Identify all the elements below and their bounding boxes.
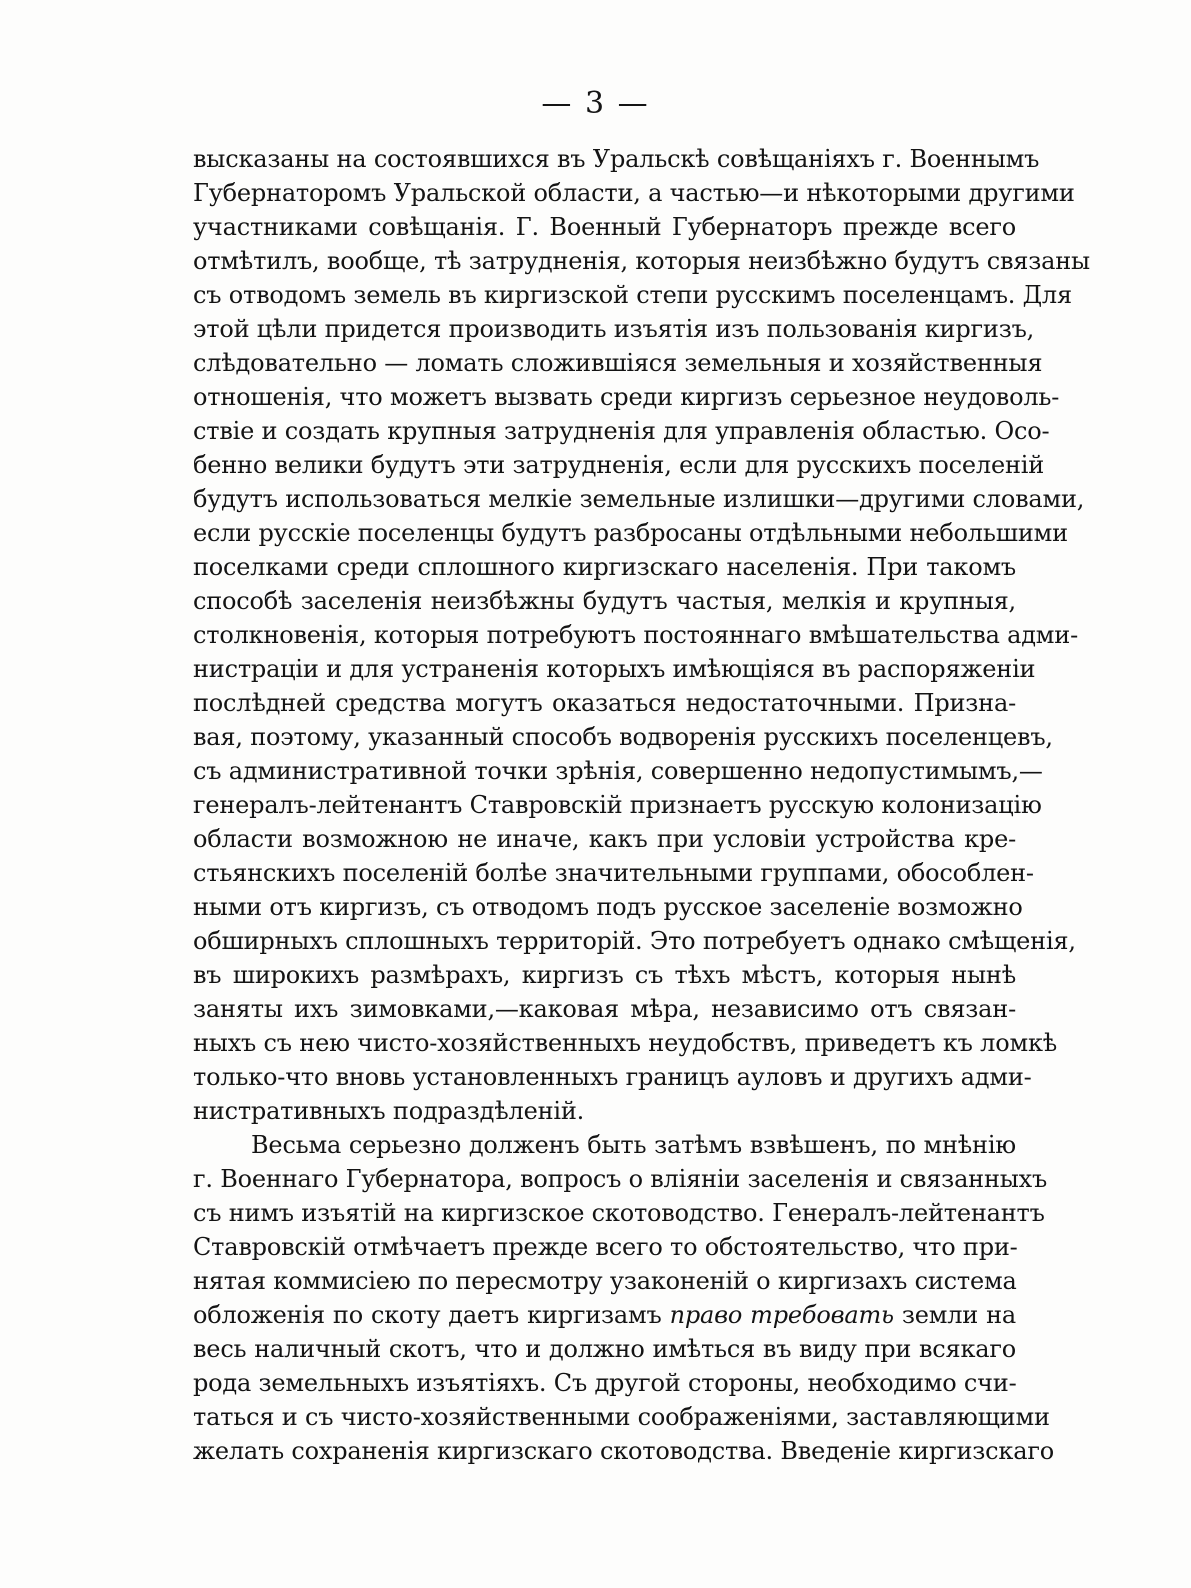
text-line: ныхъ съ нею чисто-хозяйственныхъ неудобствъ, приведетъ къ ломкѣ xyxy=(193,1029,1058,1057)
text-line: Губернаторомъ Уральской области, а частью—и нѣкоторыми другими xyxy=(193,179,1075,207)
page-number: — 3 — xyxy=(541,86,650,121)
text-line: будутъ использоваться мелкіе земельные излишки—другими словами, xyxy=(193,485,1085,513)
text-line: способѣ заселенія неизбѣжны будутъ частыя, мелкія и крупныя, xyxy=(193,587,1016,615)
text-line: области возможною не иначе, какъ при условіи устройства кре- xyxy=(193,825,1016,853)
text-line: генералъ-лейтенантъ Ставровскій признаетъ русскую колонизацію xyxy=(193,791,1042,819)
text-line: Ставровскій отмѣчаетъ прежде всего то обстоятельство, что при- xyxy=(193,1233,1018,1261)
text-segment: земли на xyxy=(893,1301,1017,1329)
text-line: съ административной точки зрѣнія, совершенно недопустимымъ,— xyxy=(193,757,1043,785)
text-line: стьянскихъ поселеній болѣе значительными группами, обособлен- xyxy=(193,859,1034,887)
text-line: этой цѣли придется производить изъятія изъ пользованія киргизъ, xyxy=(193,315,1035,343)
text-line: слѣдовательно — ломать сложившіяся земельныя и хозяйственныя xyxy=(193,349,1043,377)
body-text xyxy=(193,142,1090,1468)
text-line: если русскіе поселенцы будутъ разбросаны отдѣльными небольшими xyxy=(193,519,1068,547)
text-line: въ широкихъ размѣрахъ, киргизъ съ тѣхъ мѣстъ, которыя нынѣ xyxy=(193,961,1016,989)
text-line: весь наличный скотъ, что и должно имѣться въ виду при всякаго xyxy=(193,1335,1016,1363)
text-line-with-italic xyxy=(193,1298,1016,1332)
text-line: рода земельныхъ изъятіяхъ. Съ другой стороны, необходимо счи- xyxy=(193,1369,1017,1397)
text-line: съ отводомъ земель въ киргизской степи русскимъ поселенцамъ. Для xyxy=(193,281,1072,309)
text-line: бенно велики будутъ эти затрудненія, если для русскихъ поселеній xyxy=(193,451,1045,479)
text-line: нятая коммисіею по пересмотру узаконеній о киргизахъ система xyxy=(193,1267,1017,1295)
text-line: послѣдней средства могутъ оказаться недостаточными. Призна- xyxy=(193,689,1016,717)
paragraph-2-first-line: Весьма серьезно долженъ быть затѣмъ взвѣшенъ, по мнѣнію xyxy=(251,1131,1016,1159)
text-line: нистративныхъ подраздѣленій. xyxy=(193,1097,585,1125)
text-line: отмѣтилъ, вообще, тѣ затрудненія, которыя неизбѣжно будутъ связаны xyxy=(193,247,1090,275)
text-line: высказаны на состоявшихся въ Уральскѣ совѣщаніяхъ г. Военнымъ xyxy=(193,145,1040,173)
text-line: ными отъ киргизъ, съ отводомъ подъ русское заселеніе возможно xyxy=(193,893,1023,921)
text-line: таться и съ чисто-хозяйственными соображеніями, заставляющими xyxy=(193,1403,1050,1431)
text-line: заняты ихъ зимовками,—каковая мѣра, независимо отъ связан- xyxy=(193,995,1016,1023)
text-segment: обложенія по скоту даетъ киргизамъ xyxy=(193,1301,670,1329)
text-line: нистраціи и для устраненія которыхъ имѣющіяся въ распоряженіи xyxy=(193,655,1036,683)
text-line: столкновенія, которыя потребуютъ постояннаго вмѣшательства адми- xyxy=(193,621,1078,649)
text-line: участниками совѣщанія. Г. Военный Губернаторъ прежде всего xyxy=(193,213,1016,241)
text-line: желать сохраненія киргизскаго скотоводства. Введеніе киргизскаго xyxy=(193,1437,1054,1465)
text-line: вая, поэтому, указанный способъ водворенія русскихъ поселенцевъ, xyxy=(193,723,1053,751)
text-line: ствіе и создать крупныя затрудненія для управленія областью. Осо- xyxy=(193,417,1050,445)
text-line: поселками среди сплошного киргизскаго населенія. При такомъ xyxy=(193,553,1016,581)
text-line: только-что вновь установленныхъ границъ ауловъ и другихъ адми- xyxy=(193,1063,1032,1091)
text-line: г. Военнаго Губернатора, вопросъ о вліяніи заселенія и связанныхъ xyxy=(193,1165,1048,1193)
text-line: съ нимъ изъятій на киргизское скотоводство. Генералъ-лейтенантъ xyxy=(193,1199,1045,1227)
text-line: обширныхъ сплошныхъ территорій. Это потребуетъ однако смѣщенія, xyxy=(193,927,1076,955)
text-line: отношенія, что можетъ вызвать среди киргизъ серьезное неудоволь- xyxy=(193,383,1060,411)
italic-emphasis: право требовать xyxy=(669,1301,894,1329)
